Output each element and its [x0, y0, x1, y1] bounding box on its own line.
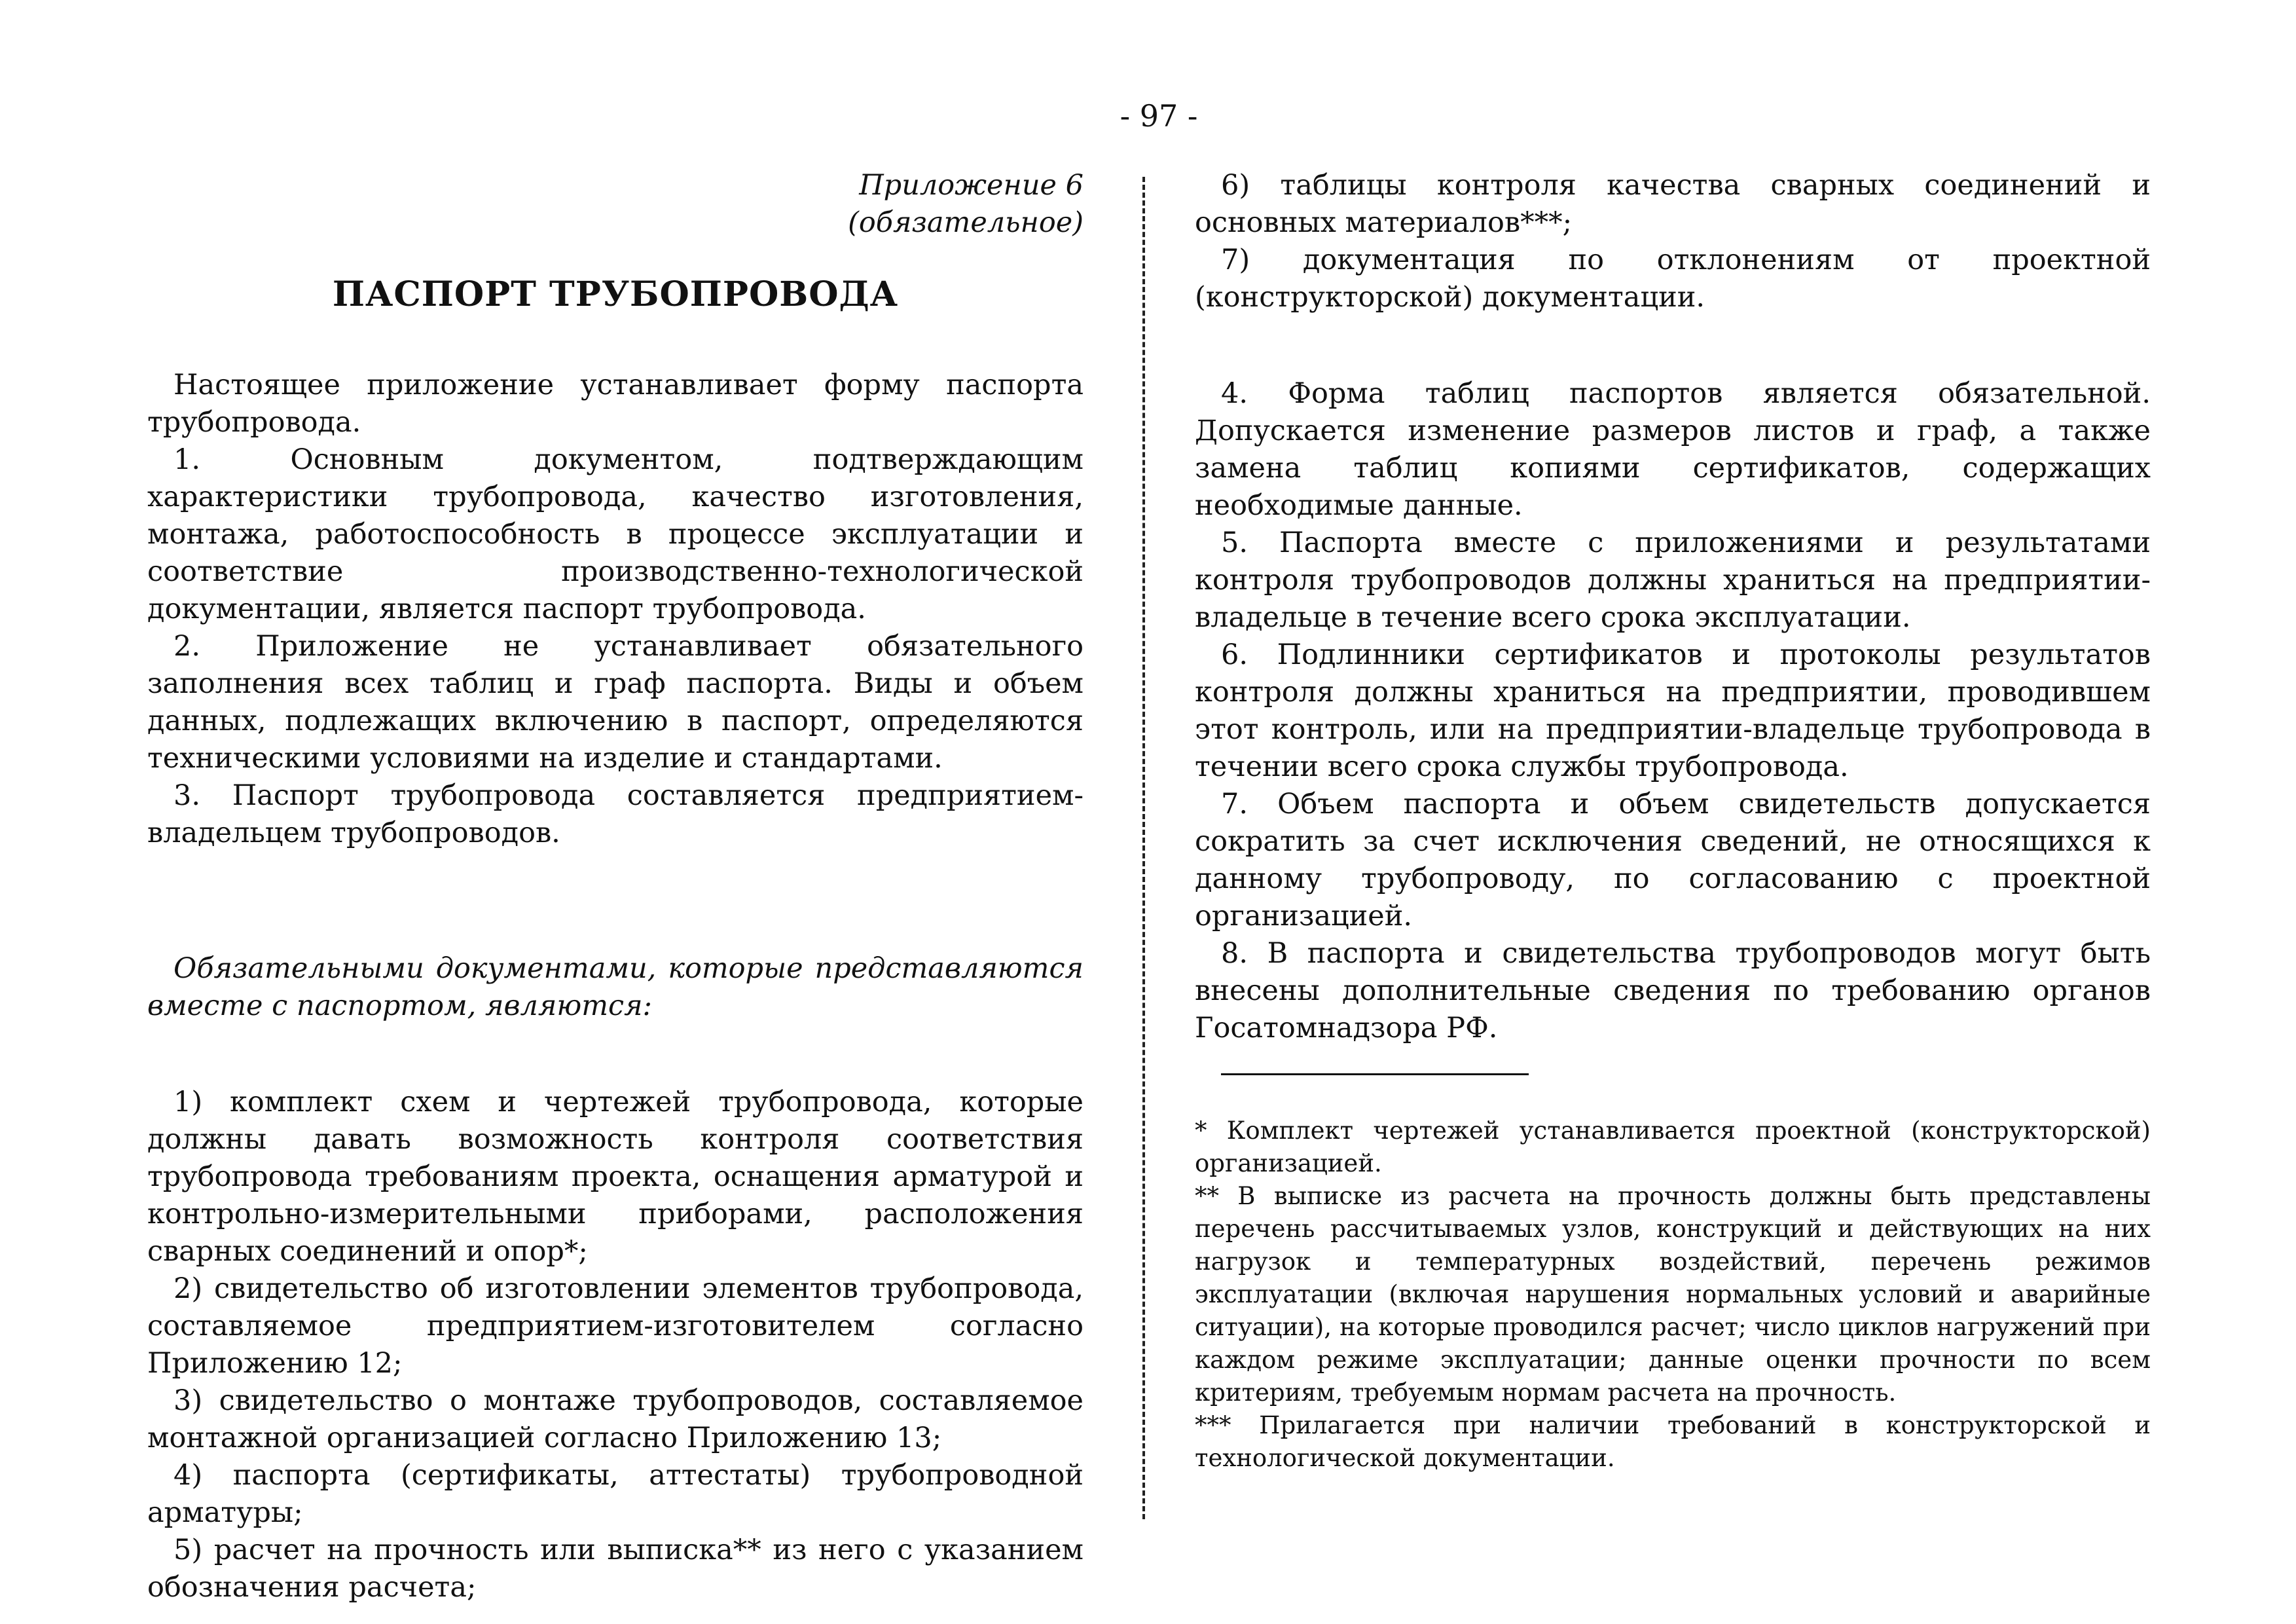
- footnote: ** В выписке из расчета на прочность должны быть представлены перечень рассчитываемых узлов, конструкций и действующих на них нагрузок и температурных воздействий, перечень режимов эксплуатации (включая нарушения нормальных условий и аварийные ситуации), на которые проводился расчет; число циклов нагружений при каждом режиме эксплуатации; данные оценки прочности по всем критериям, требуемым нормам расчета на прочность.: [1195, 1182, 2151, 1407]
- paragraph-1: 1. Основным документом, подтверждающим характеристики трубопровода, качество изготовления, монтажа, работоспособность в процессе эксплуатации и соответствие производственно-технологической документации, является паспорт трубопровода.: [147, 443, 1084, 625]
- required-docs-lead: Обязательными документами, которые представляются вместе с паспортом, являются:: [147, 952, 1084, 1022]
- footnote: *** Прилагается при наличии требований в конструкторской и технологической документации.: [1195, 1411, 2151, 1472]
- footnote-separator: [1221, 1073, 1529, 1075]
- intro-paragraph: Настоящее приложение устанавливает форму паспорта трубопровода.: [147, 369, 1084, 439]
- column-divider: [1142, 177, 1145, 1519]
- footnote: * Комплект чертежей устанавливается проектной (конструкторской) организацией.: [1195, 1116, 2151, 1177]
- paragraph-3: 3. Паспорт трубопровода составляется предприятием-владельцем трубопроводов.: [147, 779, 1084, 849]
- list-item: 2) свидетельство об изготовлении элементов трубопровода, составляемое предприятием-изготовителем согласно Приложению 12;: [147, 1272, 1084, 1380]
- list-item: 3) свидетельство о монтаже трубопроводов, составляемое монтажной организацией согласно Приложению 13;: [147, 1384, 1084, 1454]
- list-item: 6) таблицы контроля качества сварных соединений и основных материалов***;: [1195, 169, 2151, 239]
- left-column: [147, 167, 1084, 1606]
- paragraph-2: 2. Приложение не устанавливает обязательного заполнения всех таблиц и граф паспорта. Виды и объем данных, подлежащих включению в паспорт, определяются техническими условиями на изделие и стандартами.: [147, 630, 1084, 775]
- list-item: 4) паспорта (сертификаты, аттестаты) трубопроводной арматуры;: [147, 1459, 1084, 1529]
- list-item: 7) документация по отклонениям от проектной (конструкторской) документации.: [1195, 244, 2151, 314]
- paragraph-5: 5. Паспорта вместе с приложениями и результатами контроля трубопроводов должны храниться на предприятии-владельце в течение всего срока эксплуатации.: [1195, 526, 2151, 634]
- right-column: [1195, 167, 2151, 1475]
- footnotes: [1195, 1115, 2151, 1475]
- list-item: 5) расчет на прочность или выписка** из него с указанием обозначения расчета;: [147, 1534, 1084, 1604]
- list-item: 1) комплект схем и чертежей трубопровода, которые должны давать возможность контроля соответствия трубопровода требованиям проекта, оснащения арматурой и контрольно-измерительными приборами, расположения сварных соединений и опор*;: [147, 1086, 1084, 1268]
- paragraph-7: 7. Объем паспорта и объем свидетельств допускается сократить за счет исключения сведений, не относящихся к данному трубопроводу, по согласованию с проектной организацией.: [1195, 788, 2151, 932]
- paragraph-4: 4. Форма таблиц паспортов является обязательной. Допускается изменение размеров листов и граф, а также замена таблиц копиями сертификатов, содержащих необходимые данные.: [1195, 377, 2151, 522]
- appendix-status: (обязательное): [848, 206, 1084, 239]
- paragraph-6: 6. Подлинники сертификатов и протоколы результатов контроля должны храниться на предприятии, проводившем этот контроль, или на предприятии-владельце трубопровода в течении всего срока службы трубопровода.: [1195, 638, 2151, 783]
- appendix-label: Приложение 6: [859, 169, 1084, 202]
- page-number: - 97 -: [1120, 98, 1198, 134]
- paragraph-8: 8. В паспорта и свидетельства трубопроводов могут быть внесены дополнительные сведения по требованию органов Госатомнадзора РФ.: [1195, 937, 2151, 1044]
- page-title: ПАСПОРТ ТРУБОПРОВОДА: [332, 274, 899, 314]
